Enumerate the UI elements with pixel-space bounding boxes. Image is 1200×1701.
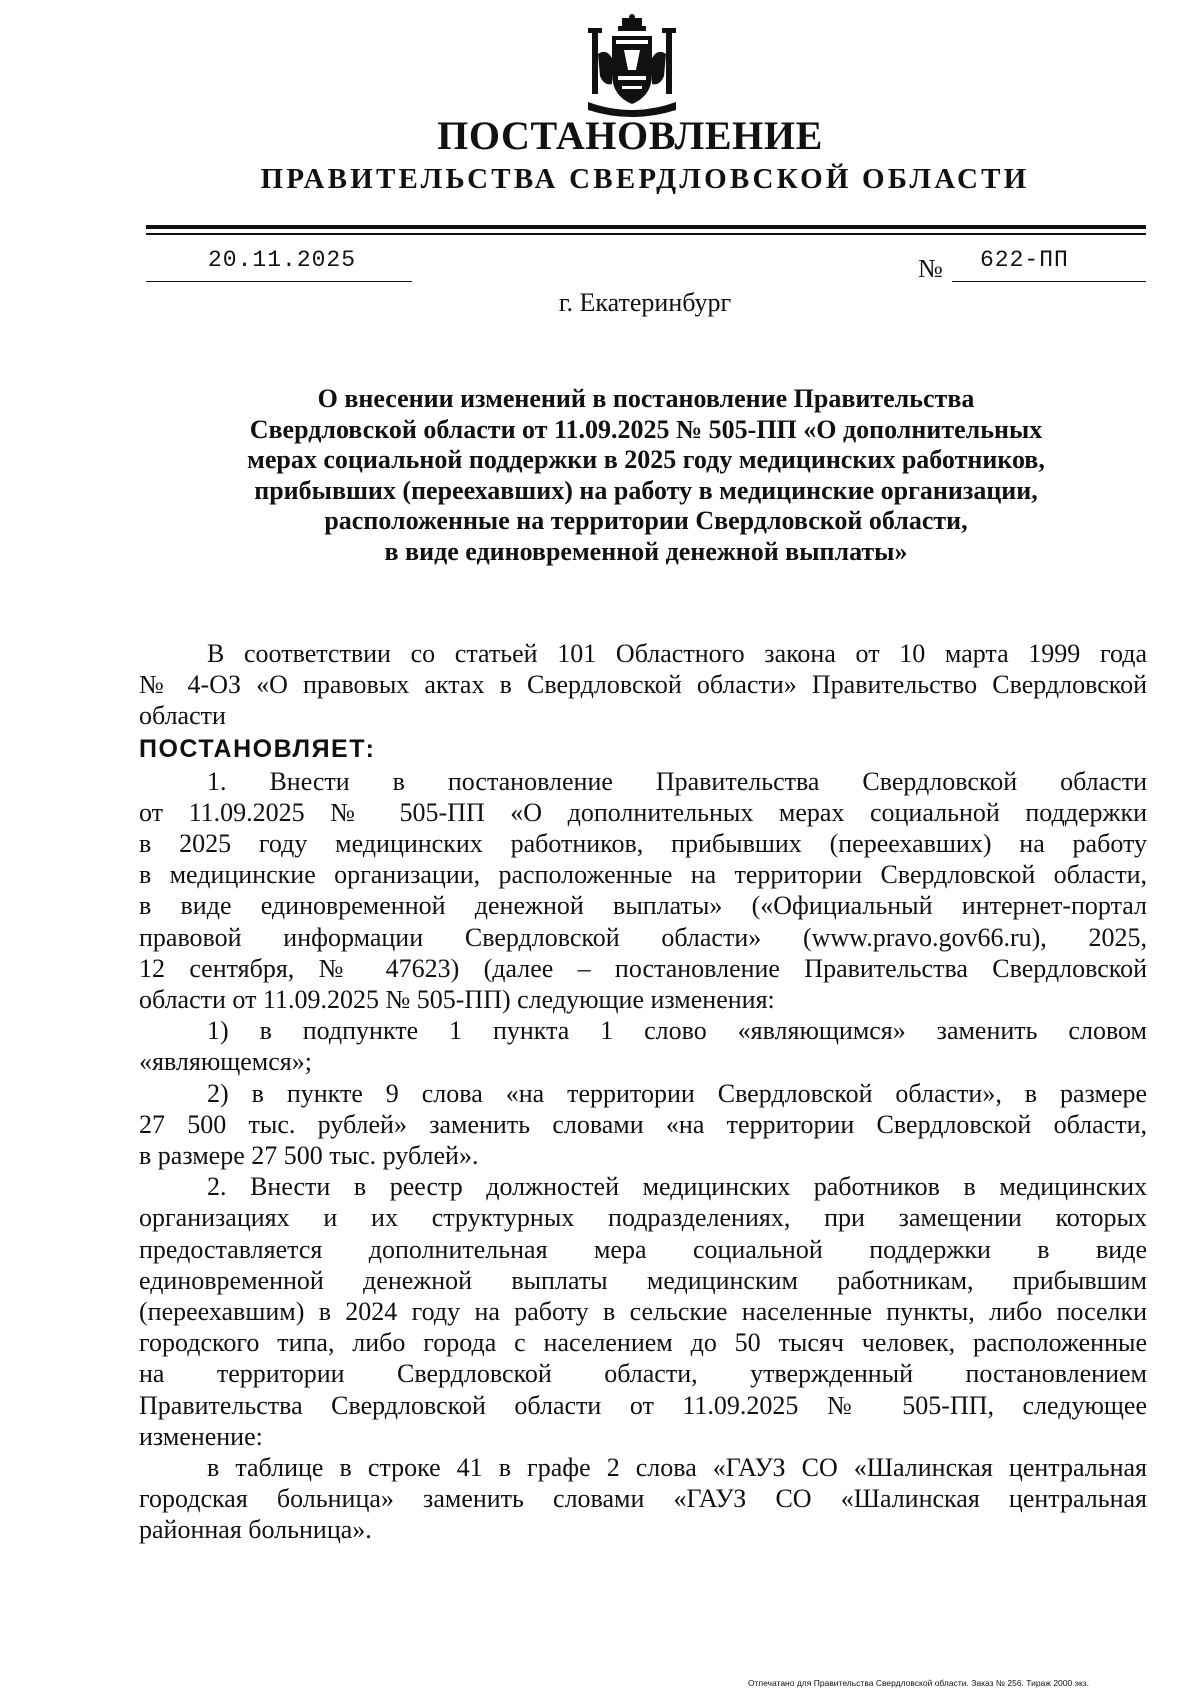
document-number: 622-ПП [980,247,1069,273]
document-date: 20.11.2025 [208,247,357,273]
item2-line: организациях и их структурных подразделениях, при замещении которых [139,1203,1147,1233]
item1-line: в 2025 году медицинских работников, прибывших (переехавших) на работу [139,829,1147,859]
intro-line: В соответствии со статьей 101 Областного закона от 10 марта 1999 года [207,639,1147,668]
number-field [952,245,1146,282]
heading-line: О внесении изменений в постановление Правительства [317,384,975,413]
intro-line: области [139,701,226,731]
document-heading [146,384,1146,567]
item2-line: (переехавшим) в 2024 году на работу в сельские населенные пункты, либо поселки [139,1297,1147,1327]
item1-line: 1. Внести в постановление Правительства Свердловской области [207,766,1147,796]
item2-detail-line: в таблице в строке 41 в графе 2 слова «ГАУЗ СО «Шалинская центральная [207,1453,1147,1483]
document-title: ПОСТАНОВЛЕНИЕ [437,113,823,158]
item2-line: 2. Внести в реестр должностей медицинских работников в медицинских [207,1172,1147,1202]
item1-line: 12 сентября, № 47623) (далее – постановление Правительства Свердловской [139,953,1147,983]
item1-line: в виде единовременной денежной выплаты» («Официальный интернет-портал [139,891,1147,921]
item2-line: единовременной денежной выплаты медицинским работникам, прибывшим [139,1265,1147,1295]
sub2-line: в размере 27 500 тыс. рублей». [139,1141,479,1171]
heading-line: мерах социальной поддержки в 2025 году медицинских работников, [247,445,1045,474]
sub1-line: «являющемся»; [139,1047,312,1077]
header-divider-thick [146,225,1146,229]
sub2-line: 2) в пункте 9 слова «на территории Свердловской области», в размере [207,1078,1147,1108]
intro-line: № 4-ОЗ «О правовых актах в Свердловской области» Правительство Свердловской [139,670,1147,700]
document-city: г. Екатеринбург [558,288,732,317]
item1-line: в медицинские организации, расположенные на территории Свердловской области, [139,860,1147,890]
document-body [139,638,1147,1546]
heading-line: в виде единовременной денежной выплаты» [384,536,908,566]
item2-detail-line: городская больница» заменить словами «ГАУЗ СО «Шалинская центральная [139,1484,1147,1514]
header-divider-thin [146,233,1146,235]
number-sign: № [918,254,943,283]
print-imprint: Отпечатано для Правительства Свердловской области. Заказ № 256. Тираж 2000 экз. [748,1678,1090,1688]
heading-line: прибывших (переехавших) на работу в медицинские организации, [254,475,1038,505]
item1-line: от 11.09.2025 № 505-ПП «О дополнительных мерах социальной поддержки [139,797,1147,827]
issuing-authority: ПРАВИТЕЛЬСТВА СВЕРДЛОВСКОЙ ОБЛАСТИ [260,163,1030,195]
item1-line: правовой информации Свердловской области» (www.pravo.gov66.ru), 2025, [139,922,1147,952]
date-field [146,245,412,282]
resolve-heading: ПОСТАНОВЛЯЕТ: [139,734,376,763]
item2-line: городского типа, либо города с населением до 50 тысяч человек, расположенные [139,1328,1147,1358]
item2-line: предоставляется дополнительная мера социальной поддержки в виде [139,1234,1147,1264]
item1-line: области от 11.09.2025 № 505-ПП) следующие изменения: [139,985,775,1015]
coat-of-arms-emblem [578,14,686,122]
item2-line: Правительства Свердловской области от 11.09.2025 № 505-ПП, следующее [139,1390,1147,1420]
heading-line: расположенные на территории Свердловской области, [324,506,968,535]
sub2-line: 27 500 тыс. рублей» заменить словами «на территории Свердловской области, [139,1109,1147,1139]
item2-line: на территории Свердловской области, утвержденный постановлением [139,1359,1147,1389]
heading-line: Свердловской области от 11.09.2025 № 505-ПП «О дополнительных [249,414,1043,444]
item2-line: изменение: [139,1421,263,1451]
sub1-line: 1) в подпункте 1 пункта 1 слово «являющимся» заменить словом [207,1016,1147,1046]
item2-detail-line: районная больница». [139,1515,372,1545]
